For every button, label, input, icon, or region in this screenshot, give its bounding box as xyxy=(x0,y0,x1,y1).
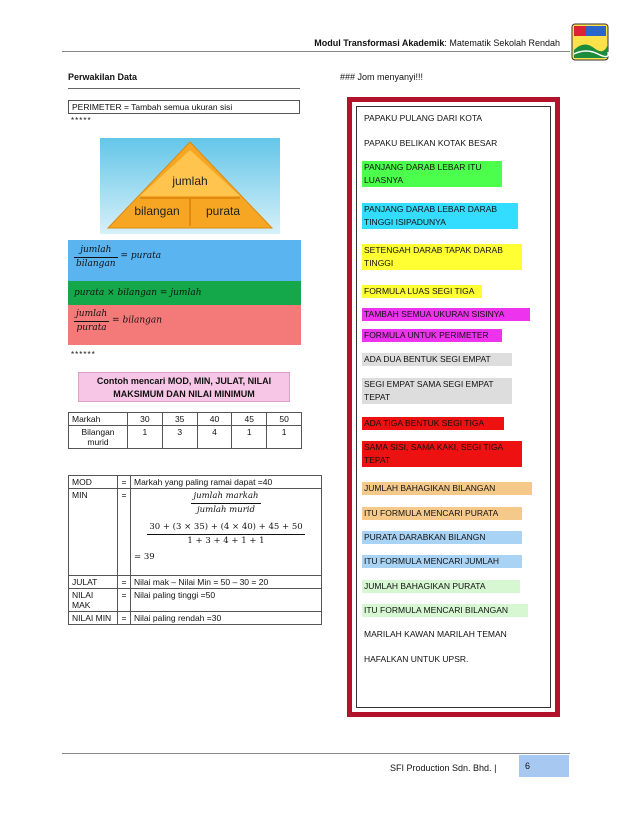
song-line: PANJANG DARAB LEBAR DARAB TINGGI ISIPADUNYA xyxy=(362,203,518,229)
perimeter-box xyxy=(68,100,300,114)
fraction xyxy=(74,244,118,271)
formula-rhs: = bilangan xyxy=(112,315,163,326)
header-title-rest: : Matematik Sekolah Rendah xyxy=(444,38,560,48)
min-fraction xyxy=(134,490,318,517)
stars-bottom: ****** xyxy=(71,350,96,359)
song-line: SAMA SISI, SAMA KAKI, SEGI TIGA TEPAT xyxy=(362,441,522,467)
stat-value: Nilai mak – Nilai Min = 50 – 30 = 20 xyxy=(131,576,322,589)
stat-value: Markah yang paling ramai dapat =40 xyxy=(131,476,322,489)
stat-label: NILAI MIN xyxy=(69,612,118,625)
formula-text: purata × bilangan = jumlah xyxy=(74,288,202,298)
song-line: SEGI EMPAT SAMA SEGI EMPAT TEPAT xyxy=(362,378,512,404)
stat-label: MOD xyxy=(69,476,118,489)
song-box xyxy=(356,106,551,708)
footer-separator: | xyxy=(494,763,497,773)
fraction-num: jumlah xyxy=(74,244,118,258)
table-cell: 1 xyxy=(128,426,163,449)
fraction-den: bilangan xyxy=(76,259,116,269)
stat-value: Nilai paling rendah =30 xyxy=(131,612,322,625)
song-line: PAPAKU BELIKAN KOTAK BESAR xyxy=(362,137,530,150)
song-line: PANJANG DARAB LEBAR ITU LUASNYA xyxy=(362,161,502,187)
table-row xyxy=(69,476,322,489)
song-line: HAFALKAN UNTUK UPSR. xyxy=(362,653,512,666)
table-cell: 3 xyxy=(162,426,197,449)
fraction-den: purata xyxy=(76,323,107,333)
fraction xyxy=(191,490,260,517)
fraction-num: 30 + (3 × 35) + (4 × 40) + 45 + 50 xyxy=(147,521,304,535)
table-row xyxy=(69,426,302,449)
triangle-top-label: jumlah xyxy=(172,174,208,188)
header-title-bold: Modul Transformasi Akademik xyxy=(314,38,445,48)
stars-top: ***** xyxy=(71,116,92,125)
song-line: ITU FORMULA MENCARI BILANGAN xyxy=(362,604,528,617)
song-line: JUMLAH BAHAGIKAN BILANGAN xyxy=(362,482,532,495)
stat-eq: = xyxy=(118,589,131,612)
stat-eq: = xyxy=(118,476,131,489)
table-row xyxy=(69,413,302,426)
table-cell: 4 xyxy=(197,426,232,449)
footer-company-name: SFI Production Sdn. Bhd. xyxy=(390,763,492,773)
song-line: ADA DUA BENTUK SEGI EMPAT xyxy=(362,353,512,366)
song-line: FORMULA UNTUK PERIMETER xyxy=(362,329,502,342)
table-cell: 30 xyxy=(128,413,163,426)
min-calc xyxy=(134,521,318,548)
stat-label: MIN xyxy=(69,489,118,576)
footer-divider xyxy=(62,753,570,754)
perimeter-text: PERIMETER = Tambah semua ukuran sisi xyxy=(72,102,233,112)
table-cell: 45 xyxy=(232,413,267,426)
song-line: JUMLAH BAHAGIKAN PURATA xyxy=(362,580,520,593)
fraction-num: jumlah markah xyxy=(191,490,260,504)
fraction xyxy=(147,521,304,548)
song-line: ITU FORMULA MENCARI PURATA xyxy=(362,507,522,520)
section-title: Perwakilan Data xyxy=(68,72,138,82)
triangle-right-label: purata xyxy=(205,204,241,218)
formula-purata xyxy=(68,240,301,281)
table-cell: 50 xyxy=(267,413,302,426)
formula-jumlah xyxy=(68,281,301,305)
fraction-den: 1 + 3 + 4 + 1 + 1 xyxy=(187,536,265,546)
formula-rhs: = purata xyxy=(120,251,162,261)
table-row xyxy=(69,576,322,589)
song-line: TAMBAH SEMUA UKURAN SISINYA xyxy=(362,308,530,321)
song-line: PAPAKU PULANG DARI KOTA xyxy=(362,112,512,125)
song-line: MARILAH KAWAN MARILAH TEMAN xyxy=(362,628,532,641)
formula-bilangan xyxy=(68,305,301,345)
triangle-left-label: bilangan xyxy=(134,204,180,218)
stats-table xyxy=(68,475,322,625)
fraction xyxy=(74,308,109,335)
song-title: ### Jom menyanyi!!! xyxy=(340,72,424,82)
row-label: Markah xyxy=(69,413,128,426)
stat-value: Nilai paling tinggi =50 xyxy=(131,589,322,612)
stat-eq: = xyxy=(118,612,131,625)
table-cell: 1 xyxy=(232,426,267,449)
min-result: = 39 xyxy=(134,552,155,562)
song-line: SETENGAH DARAB TAPAK DARAB TINGGI xyxy=(362,244,522,270)
table-row xyxy=(69,589,322,612)
stat-value-min xyxy=(131,489,322,576)
fraction-num: jumlah xyxy=(74,308,109,322)
song-line: ITU FORMULA MENCARI JUMLAH xyxy=(362,555,522,568)
table-cell: 40 xyxy=(197,413,232,426)
table-row xyxy=(69,612,322,625)
table-row xyxy=(69,489,322,576)
formula-triangle xyxy=(100,138,280,234)
header-title xyxy=(230,38,560,48)
section-underline xyxy=(68,88,300,89)
table-cell: 1 xyxy=(267,426,302,449)
stat-label: NILAI MAK xyxy=(69,589,118,612)
row-label: Bilangan murid xyxy=(69,426,128,449)
logo-icon xyxy=(568,20,612,64)
footer-company xyxy=(390,763,496,773)
page-number: 6 xyxy=(519,755,569,777)
header-divider xyxy=(62,51,570,52)
song-line: ADA TIGA BENTUK SEGI TIGA xyxy=(362,417,504,430)
stat-eq: = xyxy=(118,576,131,589)
score-table xyxy=(68,412,302,449)
stat-label: JULAT xyxy=(69,576,118,589)
song-line: PURATA DARABKAN BILANGN xyxy=(362,531,522,544)
table-cell: 35 xyxy=(162,413,197,426)
stat-eq: = xyxy=(118,489,131,576)
song-line: FORMULA LUAS SEGI TIGA xyxy=(362,285,482,298)
fraction-den: jumlah murid xyxy=(197,505,255,515)
example-heading: Contoh mencari MOD, MIN, JULAT, NILAI MAKSIMUM DAN NILAI MINIMUM xyxy=(78,372,290,402)
